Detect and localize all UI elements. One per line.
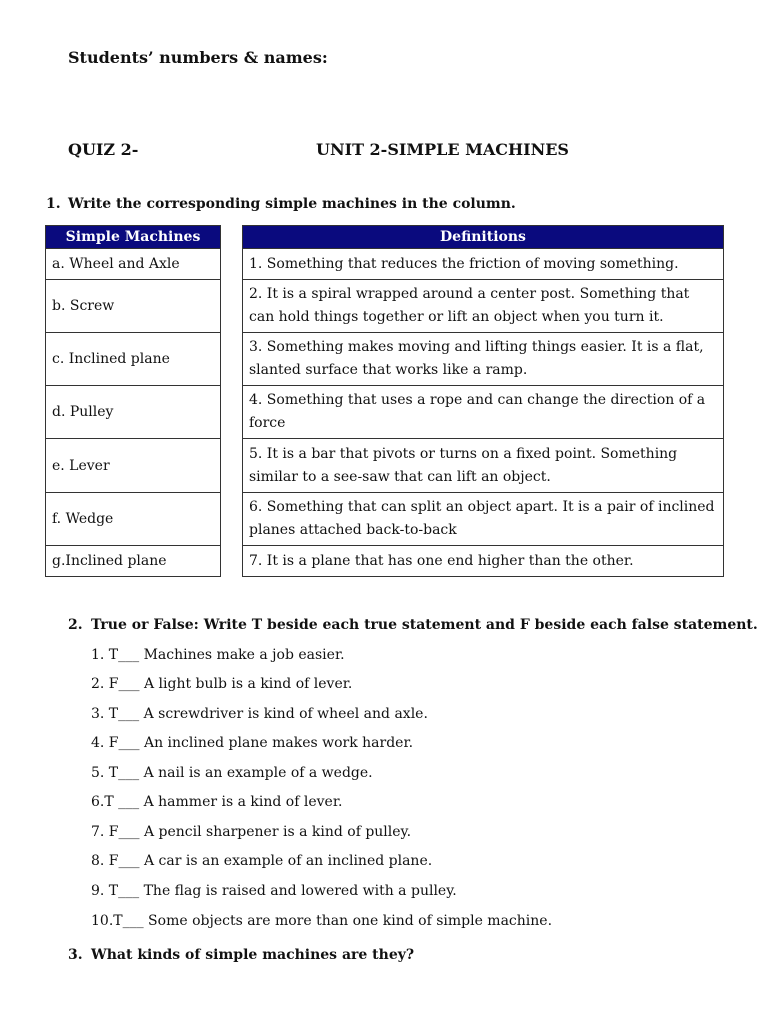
tf-item: 7. F___ A pencil sharpener is a kind of pulley.	[91, 824, 412, 840]
tf-item: 3. T___ A screwdriver is kind of wheel and axle.	[91, 706, 428, 722]
q2-number: 2.	[68, 617, 83, 633]
definitions-table	[242, 225, 724, 577]
definition-cell: 2. It is a spiral wrapped around a center post. Something that can hold things together or lift an object when you turn it.	[243, 280, 724, 333]
machine-cell: e. Lever	[46, 439, 221, 493]
machine-cell: d. Pulley	[46, 386, 221, 439]
q2-prompt: True or False: Write T beside each true statement and F beside each false statement.	[91, 617, 758, 633]
machine-cell: g.Inclined plane	[46, 546, 221, 577]
definition-cell: 5. It is a bar that pivots or turns on a fixed point. Something similar to a see-saw that can lift an object.	[243, 439, 724, 493]
q3-number: 3.	[68, 947, 83, 963]
machines-header: Simple Machines	[46, 226, 221, 249]
machine-cell: c. Inclined plane	[46, 333, 221, 386]
machine-cell: a. Wheel and Axle	[46, 249, 221, 280]
definitions-header: Definitions	[243, 226, 724, 249]
definition-cell: 4. Something that uses a rope and can change the direction of a force	[243, 386, 724, 439]
machine-cell: f. Wedge	[46, 493, 221, 546]
students-label: Students’ numbers & names:	[68, 48, 328, 67]
definition-cell: 3. Something makes moving and lifting things easier. It is a flat, slanted surface that works like a ramp.	[243, 333, 724, 386]
tf-item: 1. T___ Machines make a job easier.	[91, 647, 345, 663]
tf-item: 9. T___ The flag is raised and lowered with a pulley.	[91, 883, 457, 899]
q1-number: 1.	[46, 196, 61, 212]
tf-item: 4. F___ An inclined plane makes work harder.	[91, 735, 414, 751]
q3-prompt: What kinds of simple machines are they?	[91, 947, 415, 963]
definition-cell: 7. It is a plane that has one end higher than the other.	[243, 546, 724, 577]
tf-item: 2. F___ A light bulb is a kind of lever.	[91, 676, 353, 692]
tf-item: 5. T___ A nail is an example of a wedge.	[91, 765, 373, 781]
machine-cell: b. Screw	[46, 280, 221, 333]
quiz-label: QUIZ 2-	[68, 140, 139, 159]
tf-item: 10.T___ Some objects are more than one kind of simple machine.	[91, 913, 553, 929]
machines-table	[45, 225, 221, 577]
tf-item: 6.T ___ A hammer is a kind of lever.	[91, 794, 343, 810]
definition-cell: 6. Something that can split an object apart. It is a pair of inclined planes attached back-to-back	[243, 493, 724, 546]
q1-prompt: Write the corresponding simple machines in the column.	[68, 196, 516, 212]
definition-cell: 1. Something that reduces the friction of moving something.	[243, 249, 724, 280]
tf-item: 8. F___ A car is an example of an inclined plane.	[91, 853, 433, 869]
unit-label: UNIT 2-SIMPLE MACHINES	[316, 140, 569, 159]
